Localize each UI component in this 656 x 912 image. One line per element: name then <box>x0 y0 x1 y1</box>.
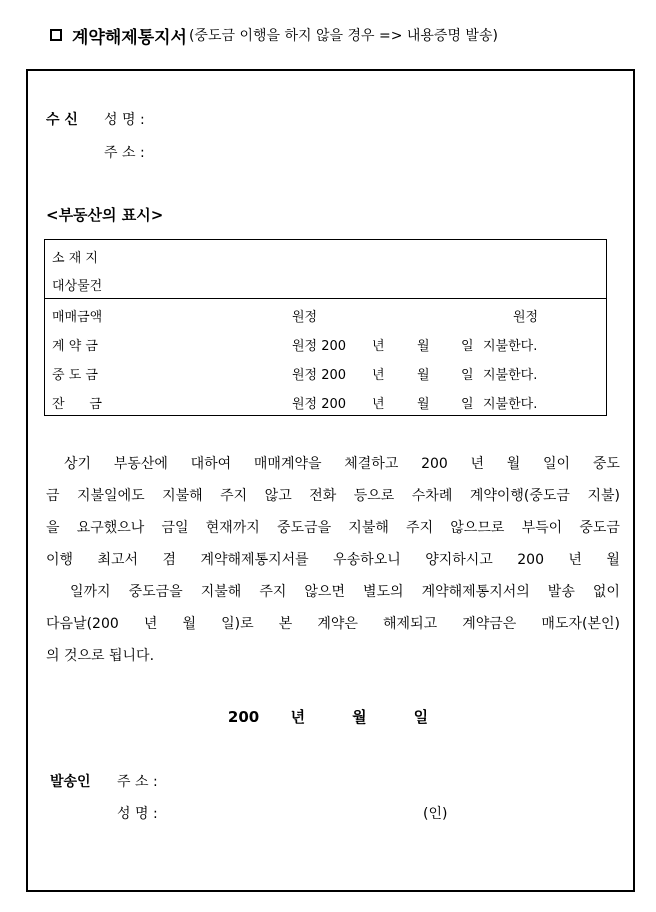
target-property-label: 대상물건 <box>52 279 103 294</box>
body-word: 지불일에도 <box>77 488 145 504</box>
middle-payment-paid: 지불한다. <box>483 368 538 383</box>
recipient-address-label: 주 소 : <box>104 145 145 161</box>
body-word: 일)로 <box>221 616 254 632</box>
checkbox-square-icon <box>50 29 62 41</box>
body-word: 200 <box>421 456 448 472</box>
body-word: 계약해제통지서를 <box>200 552 309 568</box>
balance-year: 년 <box>372 397 385 412</box>
property-heading: <부동산의 표시> <box>46 206 164 224</box>
body-word: 200 <box>517 552 544 568</box>
date-day-label: 일 <box>413 708 429 726</box>
body-word: 년 <box>143 616 158 632</box>
sender-label: 발송인 <box>50 774 91 790</box>
sender-address-label: 주 소 : <box>117 774 158 790</box>
body-word: 다음날(200 <box>46 616 119 632</box>
body-word: 월 <box>182 616 197 632</box>
balance-won: 원정 200 <box>292 397 347 412</box>
date-month-label: 월 <box>352 708 367 726</box>
middle-payment-won: 원정 200 <box>292 368 347 383</box>
body-word: 금 <box>46 488 60 504</box>
body-word: 주지 <box>220 488 248 504</box>
body-word: 금일 <box>161 520 189 536</box>
body-word: 계약이행(중도금 <box>469 488 570 504</box>
middle-payment-label: 중 도 금 <box>52 368 98 383</box>
body-line <box>46 640 620 672</box>
document-title <box>50 22 498 48</box>
body-word: 매매계약을 <box>253 456 322 472</box>
body-line <box>46 544 620 576</box>
date-year-label: 년 <box>290 708 306 726</box>
body-word: 발송 <box>547 584 575 600</box>
body-word: 대하여 <box>190 456 232 472</box>
table-divider <box>45 298 606 299</box>
balance-day: 일 <box>461 397 474 412</box>
body-word: 지불해 <box>348 520 389 536</box>
sale-price-won-2: 원정 <box>513 310 539 325</box>
body-word: 년 <box>470 456 485 472</box>
body-word: 우송하오니 <box>333 552 401 568</box>
body-word: 본 <box>278 616 293 632</box>
body-word: 최고서 <box>97 552 139 568</box>
body-word: 요구했으나 <box>76 520 145 536</box>
body-word: 중도금을 <box>277 520 332 536</box>
body-word: 없이 <box>592 584 620 600</box>
body-word: 해제되고 <box>383 616 438 632</box>
body-word: 전화 <box>309 488 337 504</box>
body-word: 중도금을 <box>128 584 183 600</box>
body-word: 일이 <box>543 456 571 472</box>
balance-month: 월 <box>417 397 430 412</box>
body-word: 지불해 <box>162 488 203 504</box>
body-word: 지불해 <box>200 584 242 600</box>
body-word: 중도금 <box>579 520 620 536</box>
body-line <box>46 576 620 608</box>
deposit-label: 계 약 금 <box>52 339 98 354</box>
body-line <box>46 512 620 544</box>
body-word: 중도 <box>592 456 620 472</box>
body-word: 을 <box>46 520 60 536</box>
body-word: 상기 <box>64 456 92 472</box>
middle-payment-year: 년 <box>372 368 385 383</box>
sender-name-label: 성 명 : <box>117 806 158 822</box>
body-word: 부동산에 <box>113 456 168 472</box>
body-word: 주지 <box>406 520 434 536</box>
seal-mark: (인) <box>423 806 448 822</box>
middle-payment-month: 월 <box>417 368 430 383</box>
recipient-label: 수 신 <box>46 112 78 128</box>
body-word: 부득이 <box>521 520 563 536</box>
title-subtitle: (중도금 이행을 하지 않을 경우 => 내용증명 발송) <box>188 28 498 44</box>
date-year: 200 <box>227 708 260 726</box>
body-word: 체결하고 <box>344 456 399 472</box>
deposit-day: 일 <box>461 339 474 354</box>
middle-payment-day: 일 <box>461 368 474 383</box>
sale-price-label: 매매금액 <box>52 310 103 325</box>
body-word: 이행 <box>46 552 74 568</box>
recipient-name-label: 성 명 : <box>104 112 145 128</box>
body-word: 계약해제통지서의 <box>421 584 530 600</box>
body-word: 계약은 <box>317 616 358 632</box>
deposit-month: 월 <box>417 339 430 354</box>
body-word: 일까지 <box>70 584 111 600</box>
body-line <box>46 448 620 480</box>
body-word: 양지하시고 <box>425 552 493 568</box>
body-word: 겸 <box>162 552 177 568</box>
body-word: 현재까지 <box>205 520 260 536</box>
body-line <box>46 480 620 512</box>
body-word: 의 것으로 됩니다. <box>46 648 155 664</box>
deposit-won: 원정 200 <box>292 339 347 354</box>
body-word: 월 <box>506 456 521 472</box>
body-word: 주지 <box>259 584 287 600</box>
location-label: 소 재 지 <box>52 251 98 266</box>
body-word: 년 <box>568 552 582 568</box>
body-word: 월 <box>606 552 620 568</box>
deposit-year: 년 <box>372 339 385 354</box>
notice-body <box>46 448 620 672</box>
balance-paid: 지불한다. <box>483 397 538 412</box>
body-line <box>46 608 620 640</box>
body-word: 등으로 <box>353 488 395 504</box>
body-word: 매도자(본인) <box>541 616 620 632</box>
title-main: 계약해제통지서 <box>72 27 187 48</box>
body-word: 계약금은 <box>462 616 517 632</box>
body-word: 지불) <box>587 488 620 504</box>
body-word: 않으면 <box>304 584 345 600</box>
body-word: 별도의 <box>362 584 404 600</box>
sale-price-won-1: 원정 <box>292 310 318 325</box>
deposit-paid: 지불한다. <box>483 339 538 354</box>
body-word: 않으므로 <box>450 520 505 536</box>
body-word: 수차례 <box>411 488 453 504</box>
balance-label: 잔 금 <box>52 397 102 412</box>
body-word: 않고 <box>264 488 292 504</box>
date-line <box>0 706 656 727</box>
property-table <box>44 239 607 416</box>
